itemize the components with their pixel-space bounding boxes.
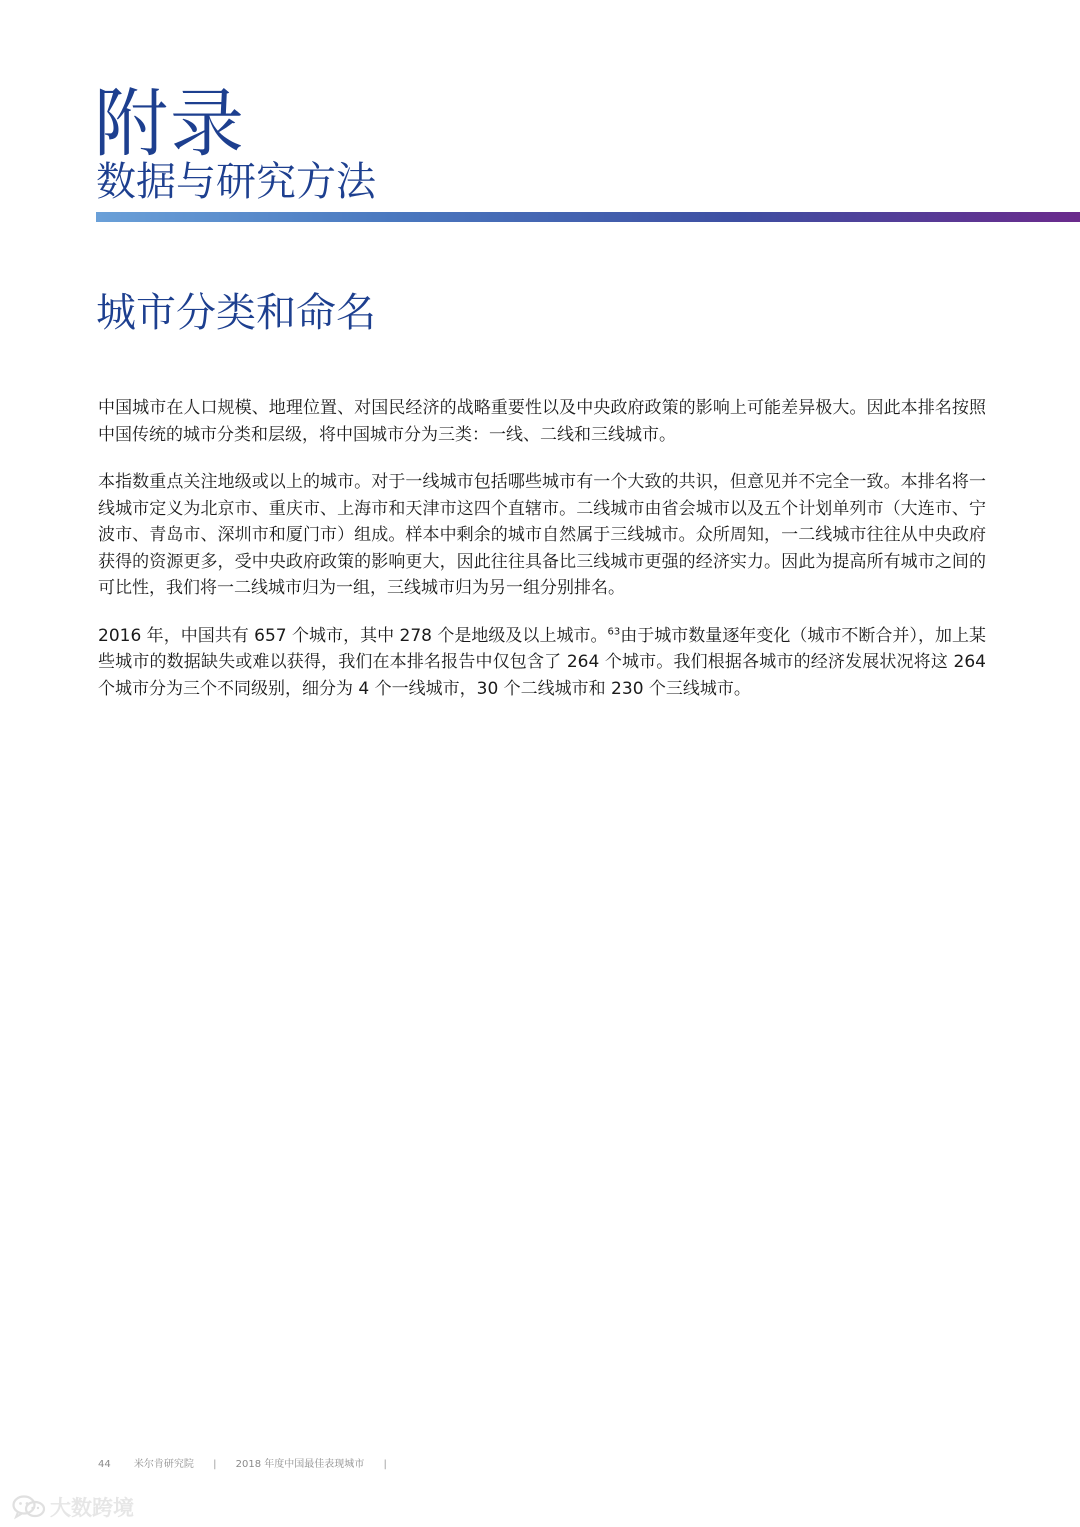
paragraph-3 bbox=[98, 623, 986, 703]
footer-publisher: 米尔肯研究院 bbox=[133, 1459, 194, 1470]
appendix-title: 附录 bbox=[94, 81, 246, 167]
section-heading: 城市分类和命名 bbox=[96, 290, 376, 336]
page-number: 44 bbox=[98, 1459, 111, 1470]
appendix-subtitle: 数据与研究方法 bbox=[96, 159, 376, 205]
page-footer bbox=[98, 1458, 403, 1472]
paragraph-2: 本指数重点关注地级或以上的城市。对于一线城市包括哪些城市有一个大致的共识，但意见并不完全一致。本排名将一线城市定义为北京市、重庆市、上海市和天津市这四个直辖市。二线城市由省会城市以及五个计划单列市（大连市、宁波市、青岛市、深圳市和厦门市）组成。样本中剩余的城市自然属于三线城市。众所周知，一二线城市往往从中央政府获得的资源更多，受中央政府政策的影响更大，因此往往具备比三线城市更强的经济实力。因此为提高所有城市之间的可比性，我们将一二线城市归为一组，三线城市归为另一组分别排名。 bbox=[98, 472, 986, 598]
wechat-logo-icon bbox=[12, 1494, 46, 1520]
footer-separator: | bbox=[213, 1459, 217, 1470]
watermark-text: 大数跨境 bbox=[50, 1496, 134, 1520]
header-divider bbox=[96, 212, 1080, 222]
watermark bbox=[12, 1492, 134, 1522]
footer-separator-trailing: | bbox=[383, 1459, 387, 1470]
paragraph-3-text-after: 由于城市数量逐年变化（城市不断合并），加上某些城市的数据缺失或难以获得，我们在本排名报告中仅包含了 264 个城市。我们根据各城市的经济发展状况将这 264 个城市分为三个不同级别，细分为 4 个一线城市，30 个二线城市和 230 个三线城市。 bbox=[98, 625, 986, 699]
paragraph-3-text-before: 2016 年，中国共有 657 个城市，其中 278 个是地级及以上城市。 bbox=[98, 625, 608, 646]
footer-report-title: 2018 年度中国最佳表现城市 bbox=[235, 1459, 365, 1470]
footnote-reference[interactable]: 63 bbox=[607, 625, 621, 637]
paragraph-1: 中国城市在人口规模、地理位置、对国民经济的战略重要性以及中央政府政策的影响上可能差异极大。因此本排名按照中国传统的城市分类和层级，将中国城市分为三类：一线、二线和三线城市。 bbox=[98, 398, 986, 445]
section-body bbox=[98, 395, 986, 702]
